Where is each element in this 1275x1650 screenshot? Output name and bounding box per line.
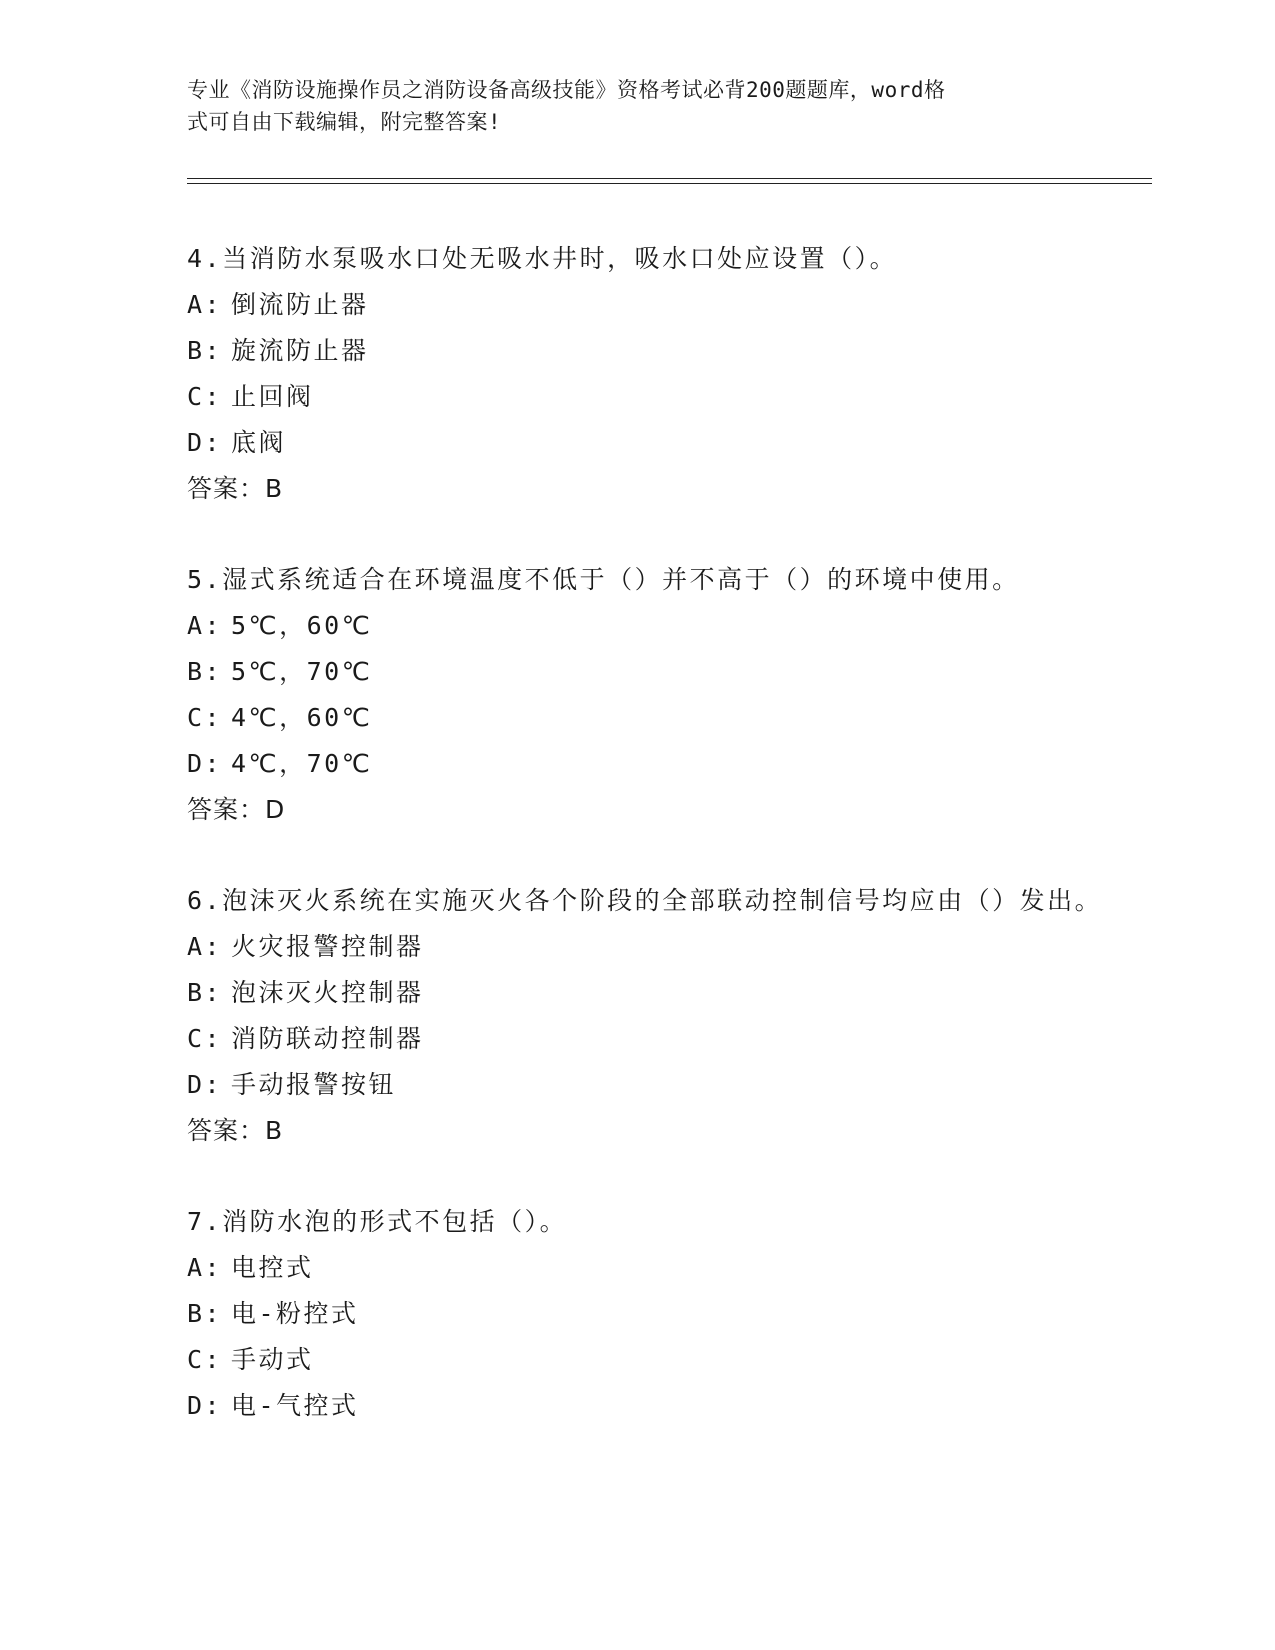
option-label: B: — [187, 978, 223, 1007]
option-a — [187, 603, 1127, 649]
option-label: C: — [187, 1345, 223, 1374]
option-text: 5℃，60℃ — [231, 611, 373, 640]
header-divider-top — [187, 178, 1152, 179]
option-label: B: — [187, 657, 223, 686]
question-list — [187, 236, 1127, 1474]
option-text: 5℃，70℃ — [231, 657, 373, 686]
question-stem: 7.消防水泡的形式不包括（）。 — [187, 1207, 568, 1236]
option-label: A: — [187, 611, 223, 640]
option-text: 泡沫灭火控制器 — [231, 978, 424, 1007]
option-b — [187, 649, 1127, 695]
header-line-1: 专业《消防设施操作员之消防设备高级技能》资格考试必背200题题库，word格 — [187, 78, 946, 102]
option-text: 电控式 — [231, 1253, 314, 1282]
option-text: 底阀 — [231, 428, 287, 457]
option-a — [187, 282, 1127, 328]
question-6 — [187, 878, 1127, 1154]
option-d — [187, 741, 1127, 787]
option-label: A: — [187, 1253, 223, 1282]
option-text: 4℃，60℃ — [231, 703, 373, 732]
option-label: D: — [187, 428, 223, 457]
option-label: C: — [187, 1024, 223, 1053]
option-text: 电-粉控式 — [231, 1299, 359, 1328]
question-stem: 4.当消防水泵吸水口处无吸水井时，吸水口处应设置（）。 — [187, 244, 898, 273]
option-c — [187, 1016, 1127, 1062]
option-b — [187, 1291, 1127, 1337]
option-label: C: — [187, 382, 223, 411]
document-header — [187, 74, 1067, 138]
answer-line: 答案：B — [187, 474, 284, 503]
option-label: A: — [187, 290, 223, 319]
option-c — [187, 374, 1127, 420]
option-label: B: — [187, 1299, 223, 1328]
option-text: 电-气控式 — [231, 1391, 359, 1420]
option-label: B: — [187, 336, 223, 365]
option-text: 旋流防止器 — [231, 336, 369, 365]
option-text: 止回阀 — [231, 382, 314, 411]
option-b — [187, 970, 1127, 1016]
option-d — [187, 1383, 1127, 1429]
header-line-2: 式可自由下载编辑，附完整答案! — [187, 110, 502, 134]
question-4 — [187, 236, 1127, 512]
option-label: D: — [187, 749, 223, 778]
option-label: A: — [187, 932, 223, 961]
question-5 — [187, 557, 1127, 833]
option-text: 手动报警按钮 — [231, 1070, 397, 1099]
option-c — [187, 695, 1127, 741]
option-a — [187, 1245, 1127, 1291]
option-d — [187, 1062, 1127, 1108]
option-d — [187, 420, 1127, 466]
answer-line: 答案：B — [187, 1116, 284, 1145]
option-text: 倒流防止器 — [231, 290, 369, 319]
question-7 — [187, 1199, 1127, 1429]
question-stem: 5.湿式系统适合在环境温度不低于（）并不高于（）的环境中使用。 — [187, 565, 1020, 594]
option-label: D: — [187, 1391, 223, 1420]
option-a — [187, 924, 1127, 970]
option-label: C: — [187, 703, 223, 732]
option-text: 手动式 — [231, 1345, 314, 1374]
answer-line: 答案：D — [187, 795, 286, 824]
option-text: 4℃，70℃ — [231, 749, 373, 778]
option-c — [187, 1337, 1127, 1383]
question-stem: 6.泡沫灭火系统在实施灭火各个阶段的全部联动控制信号均应由（）发出。 — [187, 886, 1103, 915]
option-label: D: — [187, 1070, 223, 1099]
header-divider-bottom — [187, 183, 1152, 184]
option-text: 火灾报警控制器 — [231, 932, 424, 961]
option-text: 消防联动控制器 — [231, 1024, 424, 1053]
option-b — [187, 328, 1127, 374]
